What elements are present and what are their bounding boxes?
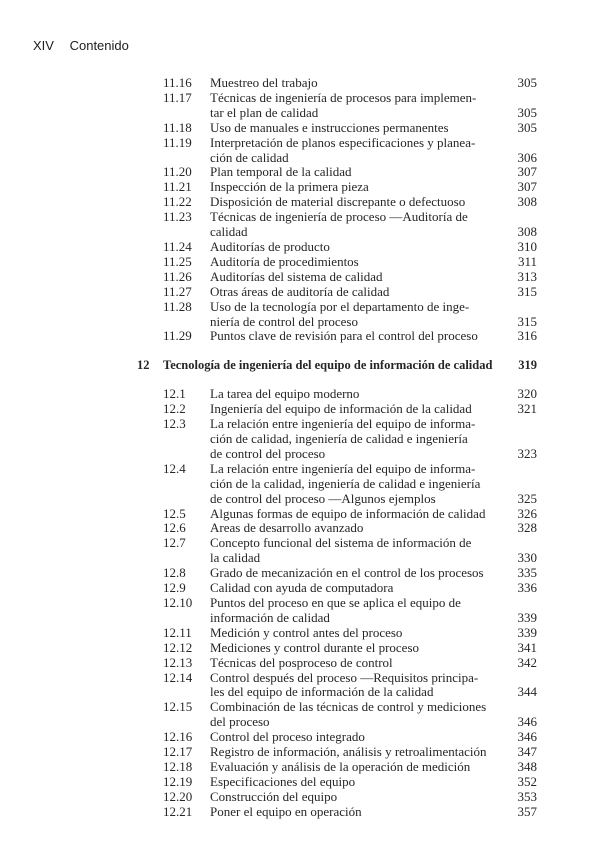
section-page: 336 bbox=[517, 580, 537, 596]
section-title: Auditorías de producto bbox=[210, 238, 330, 254]
section-page: 325 bbox=[517, 490, 537, 506]
toc-entry[interactable] bbox=[0, 462, 600, 507]
section-page: 313 bbox=[517, 268, 537, 284]
section-number: 12.20 bbox=[163, 788, 193, 804]
section-title: Inspección de la primera pieza bbox=[210, 179, 369, 195]
section-page: 339 bbox=[517, 624, 537, 640]
toc-entry[interactable] bbox=[0, 656, 600, 671]
section-number: 12.12 bbox=[163, 639, 193, 655]
section-page: 315 bbox=[517, 313, 537, 329]
section-number: 11.26 bbox=[163, 268, 192, 284]
section-number: 12.4 bbox=[163, 460, 186, 476]
section-title: Calidad con ayuda de computadora bbox=[210, 580, 394, 596]
section-number: 12.14 bbox=[163, 669, 193, 685]
section-title: Algunas formas de equipo de información de calidad bbox=[210, 505, 486, 521]
toc-entry[interactable] bbox=[0, 790, 600, 805]
section-title: Evaluación y análisis de la operación de medición bbox=[210, 758, 471, 774]
section-page: 341 bbox=[517, 639, 537, 655]
table-of-contents bbox=[0, 76, 600, 820]
section-number: 11.22 bbox=[163, 194, 192, 210]
section-page: 344 bbox=[517, 684, 537, 700]
section-title: La relación entre ingeniería del equipo de informa- ción de calidad, ingeniería de calidad e ingeniería de control del proceso bbox=[210, 416, 476, 461]
section-title: Uso de la tecnología por el departamento de inge- niería de control del proceso bbox=[210, 298, 470, 329]
section-title: Puntos clave de revisión para el control del proceso bbox=[210, 328, 478, 344]
section-number: 12.8 bbox=[163, 565, 186, 581]
section-number: 11.23 bbox=[163, 209, 192, 225]
toc-entry[interactable] bbox=[0, 240, 600, 255]
section-number: 12.10 bbox=[163, 595, 193, 610]
section-title: Disposición de material discrepante o defectuoso bbox=[210, 194, 466, 210]
toc-entry[interactable] bbox=[0, 285, 600, 300]
section-page: 357 bbox=[517, 803, 537, 819]
section-title: Control del proceso integrado bbox=[210, 729, 365, 745]
toc-entry[interactable] bbox=[0, 255, 600, 270]
section-page: 323 bbox=[517, 445, 537, 461]
toc-entry[interactable] bbox=[0, 402, 600, 417]
toc-entry[interactable] bbox=[0, 566, 600, 581]
section-title: Plan temporal de la calidad bbox=[210, 164, 352, 180]
section-title: Medición y control antes del proceso bbox=[210, 624, 403, 640]
toc-entry[interactable] bbox=[0, 581, 600, 596]
section-title: Grado de mecanización en el control de los procesos bbox=[210, 565, 484, 581]
toc-entry[interactable] bbox=[0, 329, 600, 344]
toc-entry[interactable] bbox=[0, 641, 600, 656]
section-number: 11.28 bbox=[163, 298, 192, 314]
toc-entry[interactable] bbox=[0, 805, 600, 820]
section-title: Técnicas de ingeniería de procesos para implemen- tar el plan de calidad bbox=[210, 89, 477, 120]
section-title: Concepto funcional del sistema de información de la calidad bbox=[210, 535, 472, 566]
section-number: 11.21 bbox=[163, 179, 192, 195]
section-number: 11.20 bbox=[163, 164, 192, 180]
section-page: 346 bbox=[517, 714, 537, 730]
section-number: 12.2 bbox=[163, 401, 186, 417]
section-number: 12.9 bbox=[163, 580, 186, 596]
section-page: 326 bbox=[517, 505, 537, 521]
page-number-roman: XIV bbox=[33, 38, 54, 53]
section-page: 305 bbox=[517, 119, 537, 135]
section-page: 316 bbox=[517, 328, 537, 344]
section-page: 310 bbox=[517, 238, 537, 254]
section-title: Auditorías del sistema de calidad bbox=[210, 268, 383, 284]
toc-entry[interactable] bbox=[0, 745, 600, 760]
toc-entry[interactable] bbox=[0, 626, 600, 641]
section-page: 335 bbox=[517, 565, 537, 581]
toc-entry[interactable] bbox=[0, 760, 600, 775]
section-title: Muestreo del trabajo bbox=[210, 75, 318, 90]
section-title: Registro de información, análisis y retroalimentación bbox=[210, 744, 487, 760]
section-page: 307 bbox=[517, 179, 537, 195]
section-number: 11.24 bbox=[163, 238, 192, 254]
toc-entry[interactable] bbox=[0, 210, 600, 240]
toc-entry[interactable] bbox=[0, 195, 600, 210]
toc-entry[interactable] bbox=[0, 700, 600, 730]
toc-entry[interactable] bbox=[0, 165, 600, 180]
section-page: 339 bbox=[517, 609, 537, 625]
section-title: Ingeniería del equipo de información de la calidad bbox=[210, 401, 472, 417]
section-title: Puntos del proceso en que se aplica el equipo de información de calidad bbox=[210, 595, 461, 625]
section-page: 315 bbox=[517, 283, 537, 299]
section-number: 11.18 bbox=[163, 119, 192, 135]
section-page: 347 bbox=[517, 744, 537, 760]
section-title: Uso de manuales e instrucciones permanentes bbox=[210, 119, 449, 135]
sections-chapter-12 bbox=[0, 387, 600, 819]
toc-entry[interactable] bbox=[0, 775, 600, 790]
section-page: 342 bbox=[517, 654, 537, 670]
sections-chapter-11 bbox=[0, 76, 600, 344]
section-number: 12.6 bbox=[163, 520, 186, 536]
section-number: 11.17 bbox=[163, 89, 192, 105]
toc-entry[interactable] bbox=[0, 536, 600, 566]
section-title: Auditoría de procedimientos bbox=[210, 253, 359, 269]
section-number: 11.19 bbox=[163, 134, 192, 150]
header-title: Contenido bbox=[69, 38, 129, 53]
section-page: 321 bbox=[517, 401, 537, 417]
section-page: 328 bbox=[517, 520, 537, 536]
section-title: Técnicas del posproceso de control bbox=[210, 654, 393, 670]
section-title: Control después del proceso —Requisitos principa- les del equipo de información de la calidad bbox=[210, 669, 479, 700]
toc-entry[interactable] bbox=[0, 596, 600, 626]
toc-entry[interactable] bbox=[0, 121, 600, 136]
section-number: 12.7 bbox=[163, 535, 186, 551]
toc-entry[interactable] bbox=[0, 671, 600, 701]
section-number: 11.27 bbox=[163, 283, 192, 299]
section-title: Otras áreas de auditoría de calidad bbox=[210, 283, 390, 299]
toc-entry[interactable] bbox=[0, 730, 600, 745]
section-number: 12.21 bbox=[163, 803, 193, 819]
section-number: 12.11 bbox=[163, 624, 192, 640]
section-number: 12.13 bbox=[163, 654, 193, 670]
section-page: 305 bbox=[517, 104, 537, 120]
section-number: 11.16 bbox=[163, 75, 192, 90]
section-number: 11.29 bbox=[163, 328, 192, 344]
section-page: 330 bbox=[517, 550, 537, 566]
section-title: Especificaciones del equipo bbox=[210, 773, 356, 789]
section-page: 353 bbox=[517, 788, 537, 804]
section-page: 307 bbox=[517, 164, 537, 180]
toc-entry[interactable] bbox=[0, 387, 600, 402]
toc-entry[interactable] bbox=[0, 521, 600, 536]
toc-entry[interactable] bbox=[0, 300, 600, 330]
toc-entry[interactable] bbox=[0, 270, 600, 285]
section-page: 352 bbox=[517, 773, 537, 789]
toc-entry[interactable] bbox=[0, 417, 600, 462]
section-page: 346 bbox=[517, 729, 537, 745]
section-page: 305 bbox=[517, 75, 537, 90]
section-page: 320 bbox=[517, 386, 537, 402]
running-header bbox=[33, 38, 129, 53]
toc-entry[interactable] bbox=[0, 136, 600, 166]
section-number: 11.25 bbox=[163, 253, 192, 269]
chapter-page: 319 bbox=[518, 358, 537, 373]
section-title: La relación entre ingeniería del equipo de informa- ción de la calidad, ingeniería de calidad e ingeniería de control del proceso —Algunos ejemplos bbox=[210, 460, 481, 506]
chapter-heading[interactable] bbox=[0, 358, 600, 373]
section-page: 311 bbox=[517, 253, 537, 269]
section-page: 348 bbox=[517, 758, 537, 774]
section-number: 12.5 bbox=[163, 505, 186, 521]
section-number: 12.15 bbox=[163, 699, 193, 715]
section-title: Mediciones y control durante el proceso bbox=[210, 639, 420, 655]
toc-entry[interactable] bbox=[0, 180, 600, 195]
section-title: La tarea del equipo moderno bbox=[210, 386, 360, 402]
section-title: Poner el equipo en operación bbox=[210, 803, 362, 819]
toc-entry[interactable] bbox=[0, 91, 600, 121]
toc-entry[interactable] bbox=[0, 76, 600, 91]
section-title: Combinación de las técnicas de control y mediciones del proceso bbox=[210, 699, 487, 730]
section-number: 12.19 bbox=[163, 773, 193, 789]
section-page: 308 bbox=[517, 224, 537, 240]
section-number: 12.3 bbox=[163, 416, 186, 432]
chapter-title: Tecnología de ingeniería del equipo de información de calidad bbox=[163, 358, 493, 373]
chapter-number: 12 bbox=[137, 358, 150, 373]
section-title: Areas de desarrollo avanzado bbox=[210, 520, 364, 536]
section-title: Construcción del equipo bbox=[210, 788, 338, 804]
section-number: 12.1 bbox=[163, 386, 186, 402]
section-title: Interpretación de planos especificaciones y planea- ción de calidad bbox=[210, 134, 476, 165]
section-number: 12.16 bbox=[163, 729, 193, 745]
section-number: 12.18 bbox=[163, 758, 193, 774]
section-title: Técnicas de ingeniería de proceso —Auditoría de calidad bbox=[210, 209, 468, 240]
section-page: 306 bbox=[517, 149, 537, 165]
section-page: 308 bbox=[517, 194, 537, 210]
section-number: 12.17 bbox=[163, 744, 193, 760]
toc-entry[interactable] bbox=[0, 507, 600, 522]
